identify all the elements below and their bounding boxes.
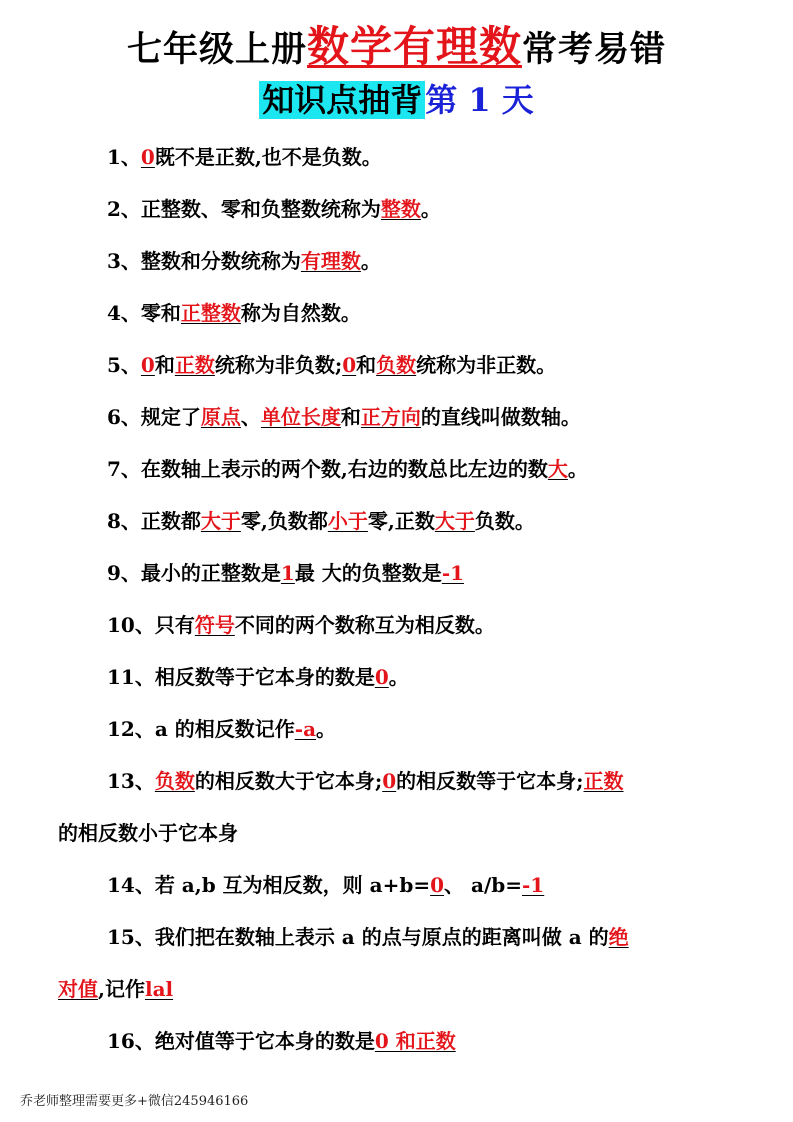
item-text: 、: [240, 405, 261, 429]
answer-blank: 负数: [154, 769, 195, 793]
list-item-6: [0, 402, 793, 432]
list-item-11: [0, 662, 793, 692]
item-text: 零和: [140, 301, 181, 325]
answer-blank: 大于: [434, 509, 475, 533]
list-item-2: [0, 194, 793, 224]
item-text: 零,正数: [367, 509, 435, 533]
item-text: 若 a,b 互为相反数，则 a+b=: [154, 873, 431, 897]
item-number: 4、: [107, 301, 141, 325]
answer-blank: 对值: [58, 977, 98, 1001]
list-item-14: [0, 870, 793, 900]
answer-blank: lal: [144, 977, 174, 1001]
item-text: 。: [388, 665, 409, 689]
item-number: 12、: [107, 717, 155, 741]
item-text: 、 a/b=: [444, 873, 522, 897]
item-text: 统称为非正数。: [416, 353, 557, 377]
answer-blank: 1: [280, 561, 295, 585]
item-text: 称为自然数。: [240, 301, 361, 325]
item-text: 零,负数都: [240, 509, 328, 533]
item-number: 5、: [107, 353, 141, 377]
item-text: 规定了: [140, 405, 201, 429]
item-number: 9、: [107, 561, 141, 585]
item-text: 的直线叫做数轴。: [420, 405, 581, 429]
page-title: [0, 22, 793, 75]
item-text: 最小的正整数是: [140, 561, 281, 585]
answer-blank: 原点: [200, 405, 241, 429]
list-item-7: [0, 454, 793, 484]
list-item-3: [0, 246, 793, 276]
item-number: 16、: [107, 1029, 155, 1053]
title-suffix: 常考易错: [522, 29, 667, 70]
item-text: 我们把在数轴上表示 a 的点与原点的距离叫做 a 的: [154, 925, 609, 949]
item-number: 3、: [107, 249, 141, 273]
item-number: 2、: [107, 197, 141, 221]
title-prefix: 七年级上册: [126, 29, 307, 70]
item-text: ,记作: [98, 977, 145, 1001]
title-highlight: 数学有理数: [306, 22, 522, 71]
item-text: 和: [154, 353, 175, 377]
list-item-12: [0, 714, 793, 744]
item-text: 。: [420, 197, 441, 221]
answer-blank: 正数: [583, 769, 624, 793]
item-text: 在数轴上表示的两个数,右边的数总比左边的数: [140, 457, 548, 481]
answer-blank: 正方向: [360, 405, 421, 429]
item-text: 。: [360, 249, 381, 273]
item-text: 和: [340, 405, 361, 429]
list-item-9: [0, 558, 793, 588]
page-subtitle: [0, 78, 793, 122]
item-text: 和: [356, 353, 377, 377]
subtitle-day: 第 1 天: [425, 81, 534, 119]
list-item-15-continued: [0, 974, 793, 1004]
answer-blank: 大: [547, 457, 568, 481]
list-item-5: [0, 350, 793, 380]
subtitle-highlighted: 知识点抽背: [259, 81, 425, 119]
answer-blank: 符号: [194, 613, 235, 637]
item-text: 只有: [154, 613, 195, 637]
item-text: a 的相反数记作: [154, 717, 295, 741]
item-number: 8、: [107, 509, 141, 533]
item-text: 。: [567, 457, 588, 481]
answer-blank: 绝: [608, 925, 629, 949]
item-number: 15、: [107, 925, 155, 949]
item-text: 绝对值等于它本身的数是: [154, 1029, 375, 1053]
item-text: 统称为非负数;: [214, 353, 343, 377]
answer-blank: 正整数: [180, 301, 241, 325]
item-text: 负数。: [474, 509, 535, 533]
item-text: 相反数等于它本身的数是: [154, 665, 375, 689]
answer-blank: 小于: [327, 509, 368, 533]
item-text: 的相反数小于它本身: [58, 821, 238, 845]
list-item-8: [0, 506, 793, 536]
list-item-4: [0, 298, 793, 328]
answer-blank: 0: [140, 353, 155, 377]
item-text: 最 大的负整数是: [294, 561, 442, 585]
item-text: 整数和分数统称为: [140, 249, 301, 273]
list-item-10: [0, 610, 793, 640]
answer-blank: 负数: [376, 353, 417, 377]
item-number: 14、: [107, 873, 155, 897]
answer-blank: 0: [342, 353, 357, 377]
answer-blank: -1: [522, 873, 545, 897]
answer-blank: 整数: [380, 197, 421, 221]
list-item-15: [0, 922, 793, 952]
item-text: 。: [316, 717, 337, 741]
item-text: 正整数、零和负整数统称为: [140, 197, 381, 221]
answer-blank: 正数: [174, 353, 215, 377]
answer-blank: -1: [441, 561, 465, 585]
item-text: 的相反数等于它本身;: [396, 769, 584, 793]
answer-blank: 单位长度: [260, 405, 341, 429]
item-number: 10、: [107, 613, 155, 637]
item-number: 13、: [107, 769, 155, 793]
item-number: 7、: [107, 457, 141, 481]
list-item-13-continued: [0, 818, 793, 848]
item-number: 1、: [107, 145, 141, 169]
item-text: 正数都: [140, 509, 201, 533]
answer-blank: 0: [374, 665, 389, 689]
item-number: 11、: [107, 665, 155, 689]
footer-note: 乔老师整理需要更多+微信245946166: [20, 1094, 249, 1109]
answer-blank: 0: [140, 145, 155, 169]
list-item-16: [0, 1026, 793, 1056]
answer-blank: 大于: [200, 509, 241, 533]
list-item-1: [0, 142, 793, 172]
item-text: 不同的两个数称互为相反数。: [234, 613, 495, 637]
answer-blank: 0: [382, 769, 397, 793]
answer-blank: 0 和正数: [374, 1029, 456, 1053]
item-text: 既不是正数,也不是负数。: [154, 145, 382, 169]
answer-blank: 有理数: [300, 249, 361, 273]
item-text: 的相反数大于它本身;: [194, 769, 383, 793]
answer-blank: -a: [294, 717, 317, 741]
list-item-13: [0, 766, 793, 796]
item-number: 6、: [107, 405, 141, 429]
answer-blank: 0: [430, 873, 445, 897]
